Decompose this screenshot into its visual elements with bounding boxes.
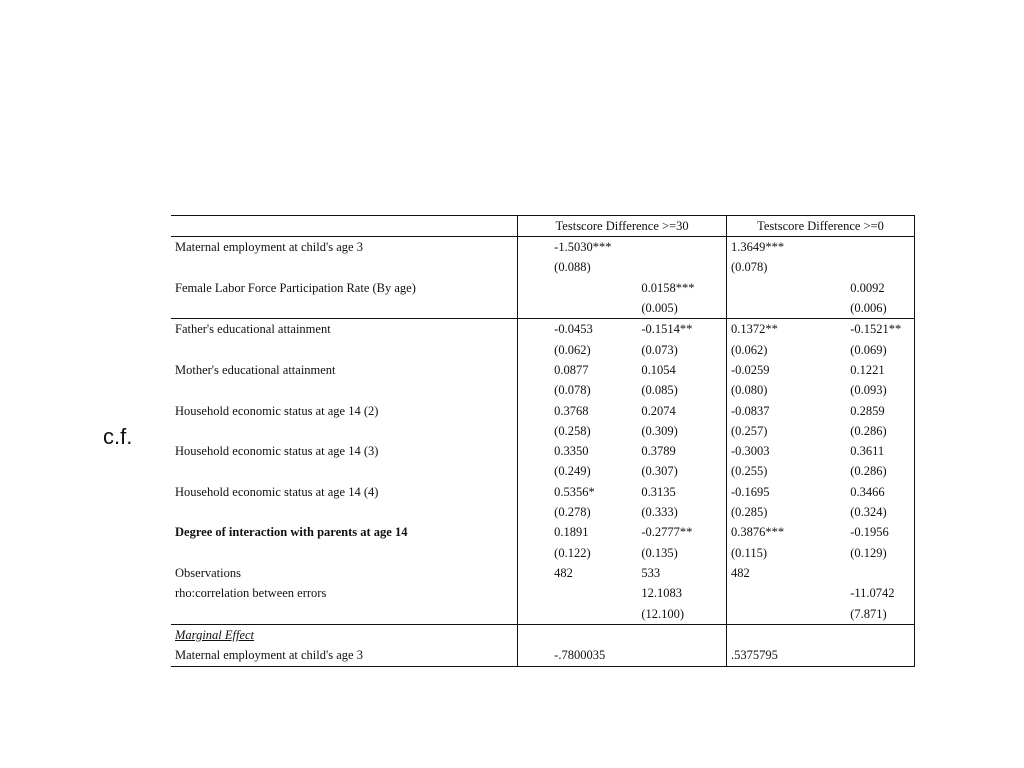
table-row — [171, 421, 915, 441]
value-cell: (0.307) — [641, 464, 678, 479]
value-cell: 0.3789 — [641, 444, 676, 459]
row-label-cell — [171, 604, 518, 625]
row-label-cell: Maternal employment at child's age 3 — [171, 645, 518, 666]
value-cell: 0.3611 — [814, 441, 914, 461]
value-cell: (0.080) — [727, 380, 815, 400]
value-cell: (0.309) — [641, 423, 678, 438]
table-row — [171, 298, 915, 319]
value-cell: -0.0259 — [727, 360, 815, 380]
value-cell: (0.286) — [814, 421, 914, 441]
row-label-cell: Observations — [175, 565, 241, 580]
value-cell: 0.2859 — [814, 401, 914, 421]
column-header-testscore-0: Testscore Difference >=0 — [727, 216, 915, 237]
row-label-cell — [171, 298, 518, 319]
table-row — [171, 502, 915, 522]
value-cell: 12.1083 — [641, 586, 682, 601]
regression-table-body — [171, 216, 915, 667]
row-label-cell: Household economic status at age 14 (4) — [175, 484, 379, 499]
table-row — [171, 401, 915, 421]
table-row — [171, 583, 915, 603]
value-cell: 0.3350 — [518, 441, 606, 461]
regression-table — [171, 215, 915, 667]
table-row — [171, 563, 915, 583]
header-label-cell — [171, 216, 518, 237]
value-cell — [605, 258, 726, 278]
value-cell: (0.258) — [518, 421, 606, 441]
value-cell: -0.2777** — [641, 525, 693, 540]
value-cell: -0.0453 — [518, 319, 606, 340]
value-cell — [727, 624, 815, 645]
row-label-cell: Maternal employment at child's age 3 — [171, 237, 518, 258]
value-cell — [727, 278, 815, 298]
table-row — [171, 624, 915, 645]
row-label-cell: Female Labor Force Participation Rate (By age) — [175, 280, 416, 295]
value-cell: 0.5356* — [518, 482, 606, 502]
row-label-cell: Household economic status at age 14 (3) — [175, 444, 379, 459]
table-row — [171, 543, 915, 563]
table-row — [171, 380, 915, 400]
cf-label: c.f. — [103, 424, 133, 449]
table-row — [171, 482, 915, 502]
value-cell: (0.285) — [727, 502, 815, 522]
value-cell — [814, 258, 914, 278]
value-cell: -0.1956 — [814, 522, 914, 542]
table-row — [171, 462, 915, 482]
row-label-cell: Degree of interaction with parents at age 14 — [175, 525, 408, 540]
value-cell — [518, 298, 606, 319]
table-row — [171, 278, 915, 298]
value-cell: (0.333) — [641, 505, 678, 520]
value-cell: (0.062) — [518, 340, 606, 360]
table-row — [171, 604, 915, 625]
row-label-cell: Marginal Effect — [171, 624, 518, 645]
value-cell — [814, 645, 914, 666]
row-label-cell — [171, 543, 518, 563]
row-label-cell: Mother's educational attainment — [175, 362, 336, 377]
value-cell: -.7800035 — [518, 645, 606, 666]
value-cell: -1.5030*** — [518, 237, 606, 258]
value-cell: (0.093) — [814, 380, 914, 400]
value-cell — [727, 604, 815, 625]
value-cell: -0.0837 — [727, 401, 815, 421]
value-cell: 0.2074 — [641, 403, 676, 418]
value-cell: 0.1054 — [641, 362, 676, 377]
value-cell: -11.0742 — [814, 583, 914, 603]
row-label-cell: Father's educational attainment — [171, 319, 518, 340]
value-cell: (0.085) — [641, 383, 678, 398]
value-cell: (0.088) — [518, 258, 606, 278]
value-cell: (0.078) — [727, 258, 815, 278]
value-cell — [727, 298, 815, 319]
value-cell: (0.069) — [814, 340, 914, 360]
value-cell — [518, 624, 606, 645]
value-cell: -0.1514** — [605, 319, 726, 340]
value-cell: (7.871) — [814, 604, 914, 625]
value-cell: 0.0877 — [518, 360, 606, 380]
table-row — [171, 441, 915, 461]
row-label-cell — [171, 380, 518, 400]
value-cell: 0.1372** — [727, 319, 815, 340]
value-cell: (0.278) — [518, 502, 606, 522]
value-cell: (0.115) — [727, 543, 815, 563]
value-cell: 0.0158*** — [641, 280, 695, 295]
value-cell: 0.1221 — [814, 360, 914, 380]
value-cell: 1.3649*** — [727, 237, 815, 258]
value-cell: (12.100) — [641, 606, 685, 621]
value-cell — [814, 237, 914, 258]
value-cell: (0.286) — [814, 462, 914, 482]
row-label-cell — [171, 502, 518, 522]
value-cell: (0.257) — [727, 421, 815, 441]
value-cell: (0.122) — [518, 543, 606, 563]
value-cell: 0.3466 — [814, 482, 914, 502]
value-cell — [814, 624, 914, 645]
row-label-cell — [171, 462, 518, 482]
value-cell — [605, 645, 726, 666]
value-cell — [518, 604, 606, 625]
value-cell: (0.006) — [814, 298, 914, 319]
value-cell: 533 — [641, 565, 661, 580]
value-cell: (0.324) — [814, 502, 914, 522]
row-label-cell — [171, 258, 518, 278]
table-row — [171, 522, 915, 542]
value-cell: 0.0092 — [814, 278, 914, 298]
value-cell: 0.3876*** — [727, 522, 815, 542]
value-cell: -0.1521** — [814, 319, 914, 340]
table-row — [171, 319, 915, 340]
value-cell — [518, 583, 606, 603]
value-cell: 0.1891 — [518, 522, 606, 542]
row-label-cell: rho:correlation between errors — [175, 586, 327, 601]
value-cell — [518, 278, 606, 298]
table-row — [171, 645, 915, 666]
value-cell — [605, 624, 726, 645]
row-label-cell — [171, 421, 518, 441]
header-row — [171, 216, 915, 237]
value-cell: 482 — [727, 563, 815, 583]
row-label-cell: Household economic status at age 14 (2) — [175, 403, 379, 418]
value-cell: 482 — [518, 563, 606, 583]
value-cell: (0.249) — [518, 462, 606, 482]
value-cell: .5375795 — [727, 645, 815, 666]
value-cell: -0.1695 — [727, 482, 815, 502]
value-cell — [727, 583, 815, 603]
table-row — [171, 340, 915, 360]
value-cell: (0.129) — [814, 543, 914, 563]
value-cell — [814, 563, 914, 583]
value-cell: (0.255) — [727, 462, 815, 482]
value-cell: (0.062) — [727, 340, 815, 360]
value-cell: (0.005) — [641, 301, 678, 316]
value-cell: (0.135) — [641, 545, 678, 560]
value-cell: (0.073) — [641, 342, 678, 357]
table-row — [171, 237, 915, 258]
value-cell: -0.3003 — [727, 441, 815, 461]
value-cell: (0.078) — [518, 380, 606, 400]
row-label-cell — [171, 340, 518, 360]
value-cell: 0.3135 — [641, 484, 676, 499]
table-row — [171, 258, 915, 278]
column-header-testscore-30: Testscore Difference >=30 — [518, 216, 727, 237]
table-row — [171, 360, 915, 380]
value-cell: 0.3768 — [518, 401, 606, 421]
value-cell — [605, 237, 726, 258]
